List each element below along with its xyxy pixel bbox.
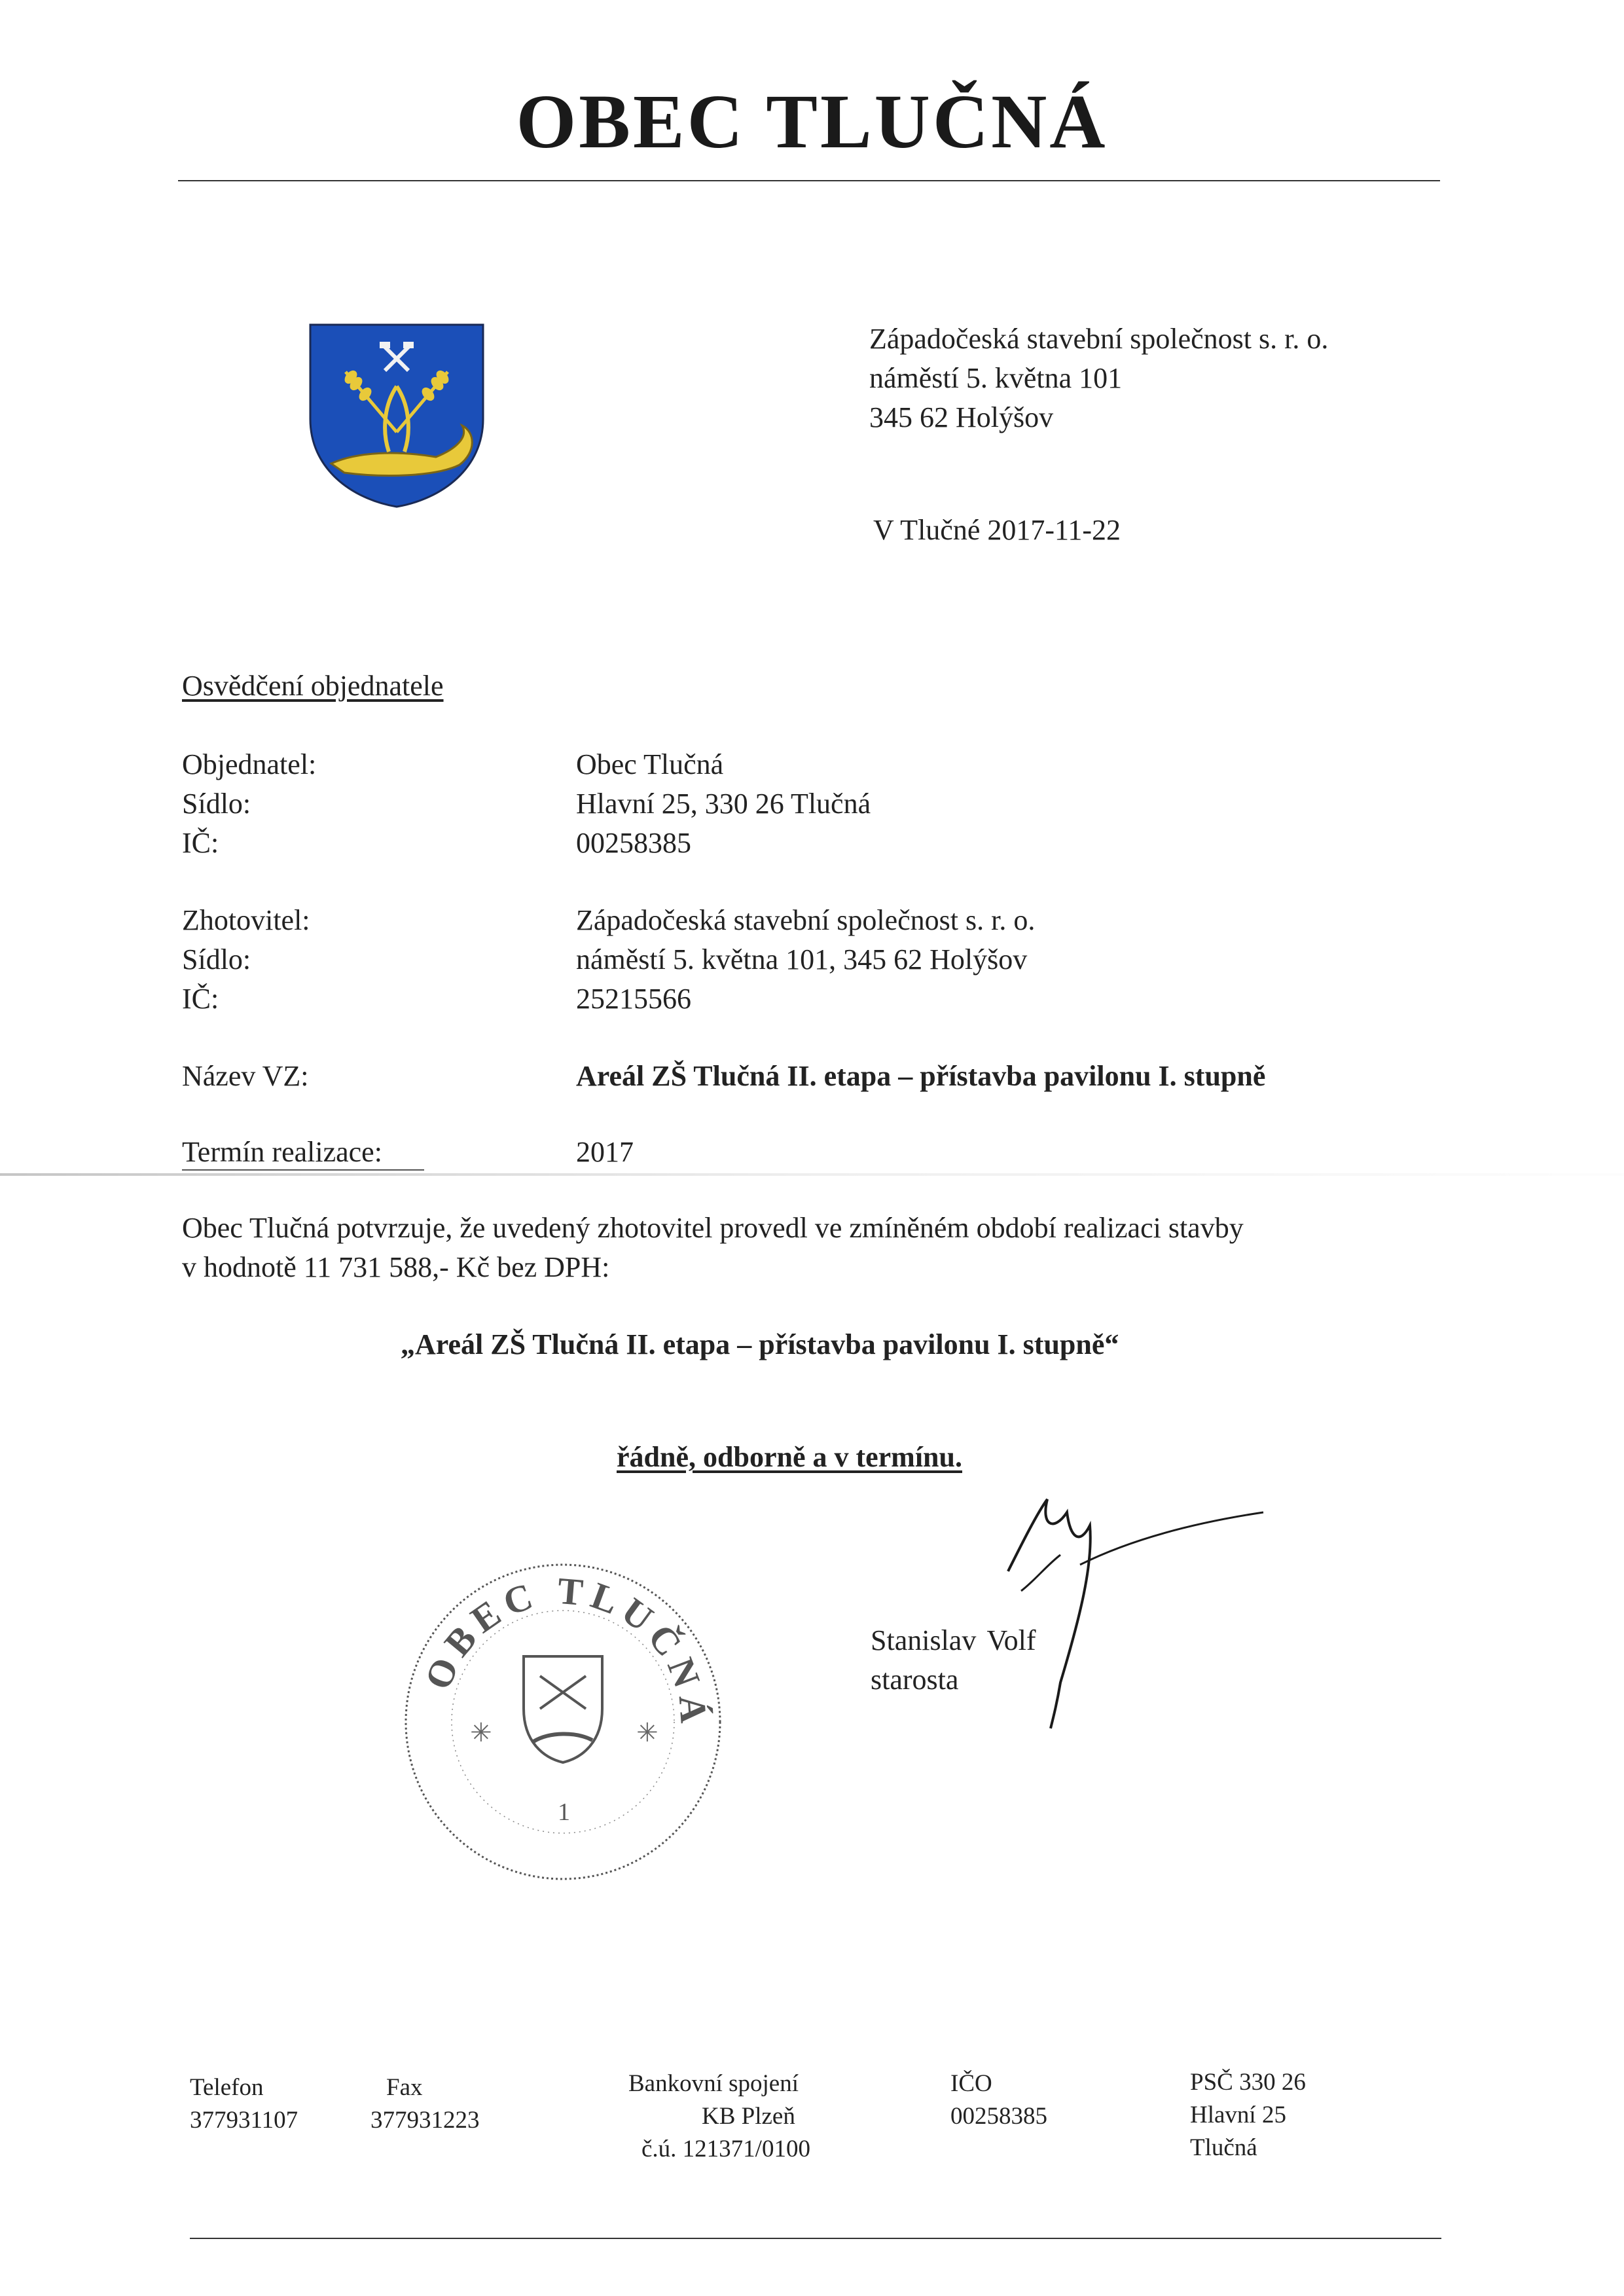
sidlo2-label: Sídlo: <box>182 943 251 975</box>
footer-street: Hlavní 25 <box>1190 2102 1286 2128</box>
footer-fax-value: 377931223 <box>370 2107 480 2134</box>
header-rule <box>178 180 1440 181</box>
body-line-2: v hodnotě 11 731 588,- Kč bez DPH: <box>182 1251 610 1283</box>
body-line-1: Obec Tlučná potvrzuje, že uvedený zhotovitel provedl ve zmíněném období realizaci stavby <box>182 1212 1244 1244</box>
zhotovitel-value: Západočeská stavební společnost s. r. o. <box>576 904 1036 936</box>
recipient-name: Západočeská stavební společnost s. r. o. <box>869 323 1329 355</box>
footer-ico-label: IČO <box>950 2070 992 2097</box>
footer-psc: PSČ 330 26 <box>1190 2069 1306 2096</box>
stamp-text: OBEC TLUČNÁ <box>416 1569 716 1731</box>
ic2-label: IČ: <box>182 983 219 1015</box>
page-title: OBEC TLUČNÁ <box>516 79 1108 164</box>
objednatel-value: Obec Tlučná <box>576 748 724 780</box>
sidlo1-value: Hlavní 25, 330 26 Tlučná <box>576 788 871 820</box>
emphasis-line: řádně, odborně a v termínu. <box>617 1441 962 1473</box>
stamp-number: 1 <box>558 1798 570 1826</box>
footer-bank-label: Bankovní spojení <box>628 2070 799 2097</box>
nazev-label: Název VZ: <box>182 1060 309 1092</box>
footer-bank-account: č.ú. 121371/0100 <box>641 2136 810 2162</box>
ic1-value: 00258385 <box>576 827 691 859</box>
ic2-value: 25215566 <box>576 983 691 1015</box>
footer-ico-value: 00258385 <box>950 2103 1047 2130</box>
signatory-name: Stanislav Volf <box>871 1624 1036 1656</box>
official-stamp <box>393 1545 733 1886</box>
ic1-label: IČ: <box>182 827 219 859</box>
section-title: Osvědčení objednatele <box>182 670 444 702</box>
sidlo1-label: Sídlo: <box>182 788 251 820</box>
termin-underline <box>182 1169 424 1171</box>
termin-value: 2017 <box>576 1136 634 1168</box>
sidlo2-value: náměstí 5. května 101, 345 62 Holýšov <box>576 943 1028 975</box>
footer-rule <box>190 2238 1441 2239</box>
termin-label: Termín realizace: <box>182 1136 382 1168</box>
coat-of-arms-icon <box>305 321 488 511</box>
signatory-role: starosta <box>871 1664 959 1696</box>
footer-phone-value: 377931107 <box>190 2107 298 2134</box>
footer-bank-name: KB Plzeň <box>702 2103 795 2130</box>
zhotovitel-label: Zhotovitel: <box>182 904 310 936</box>
svg-text:OBEC TLUČNÁ <box>416 1569 715 1731</box>
footer-town: Tlučná <box>1190 2134 1257 2161</box>
objednatel-label: Objednatel: <box>182 748 317 780</box>
footer-phone-label: Telefon <box>190 2074 264 2101</box>
svg-text:✳: ✳ <box>470 1718 492 1748</box>
recipient-street: náměstí 5. května 101 <box>869 362 1123 394</box>
nazev-value: Areál ZŠ Tlučná II. etapa – přístavba pavilonu I. stupně <box>576 1060 1266 1092</box>
handwritten-signature <box>982 1486 1309 1735</box>
footer-fax-label: Fax <box>386 2074 423 2101</box>
svg-text:✳: ✳ <box>636 1718 659 1748</box>
date-line: V Tlučné 2017-11-22 <box>873 514 1121 546</box>
project-quote: „Areál ZŠ Tlučná II. etapa – přístavba pavilonu I. stupně“ <box>401 1328 1119 1360</box>
paper-fold-line <box>0 1173 1624 1176</box>
recipient-city: 345 62 Holýšov <box>869 401 1054 433</box>
